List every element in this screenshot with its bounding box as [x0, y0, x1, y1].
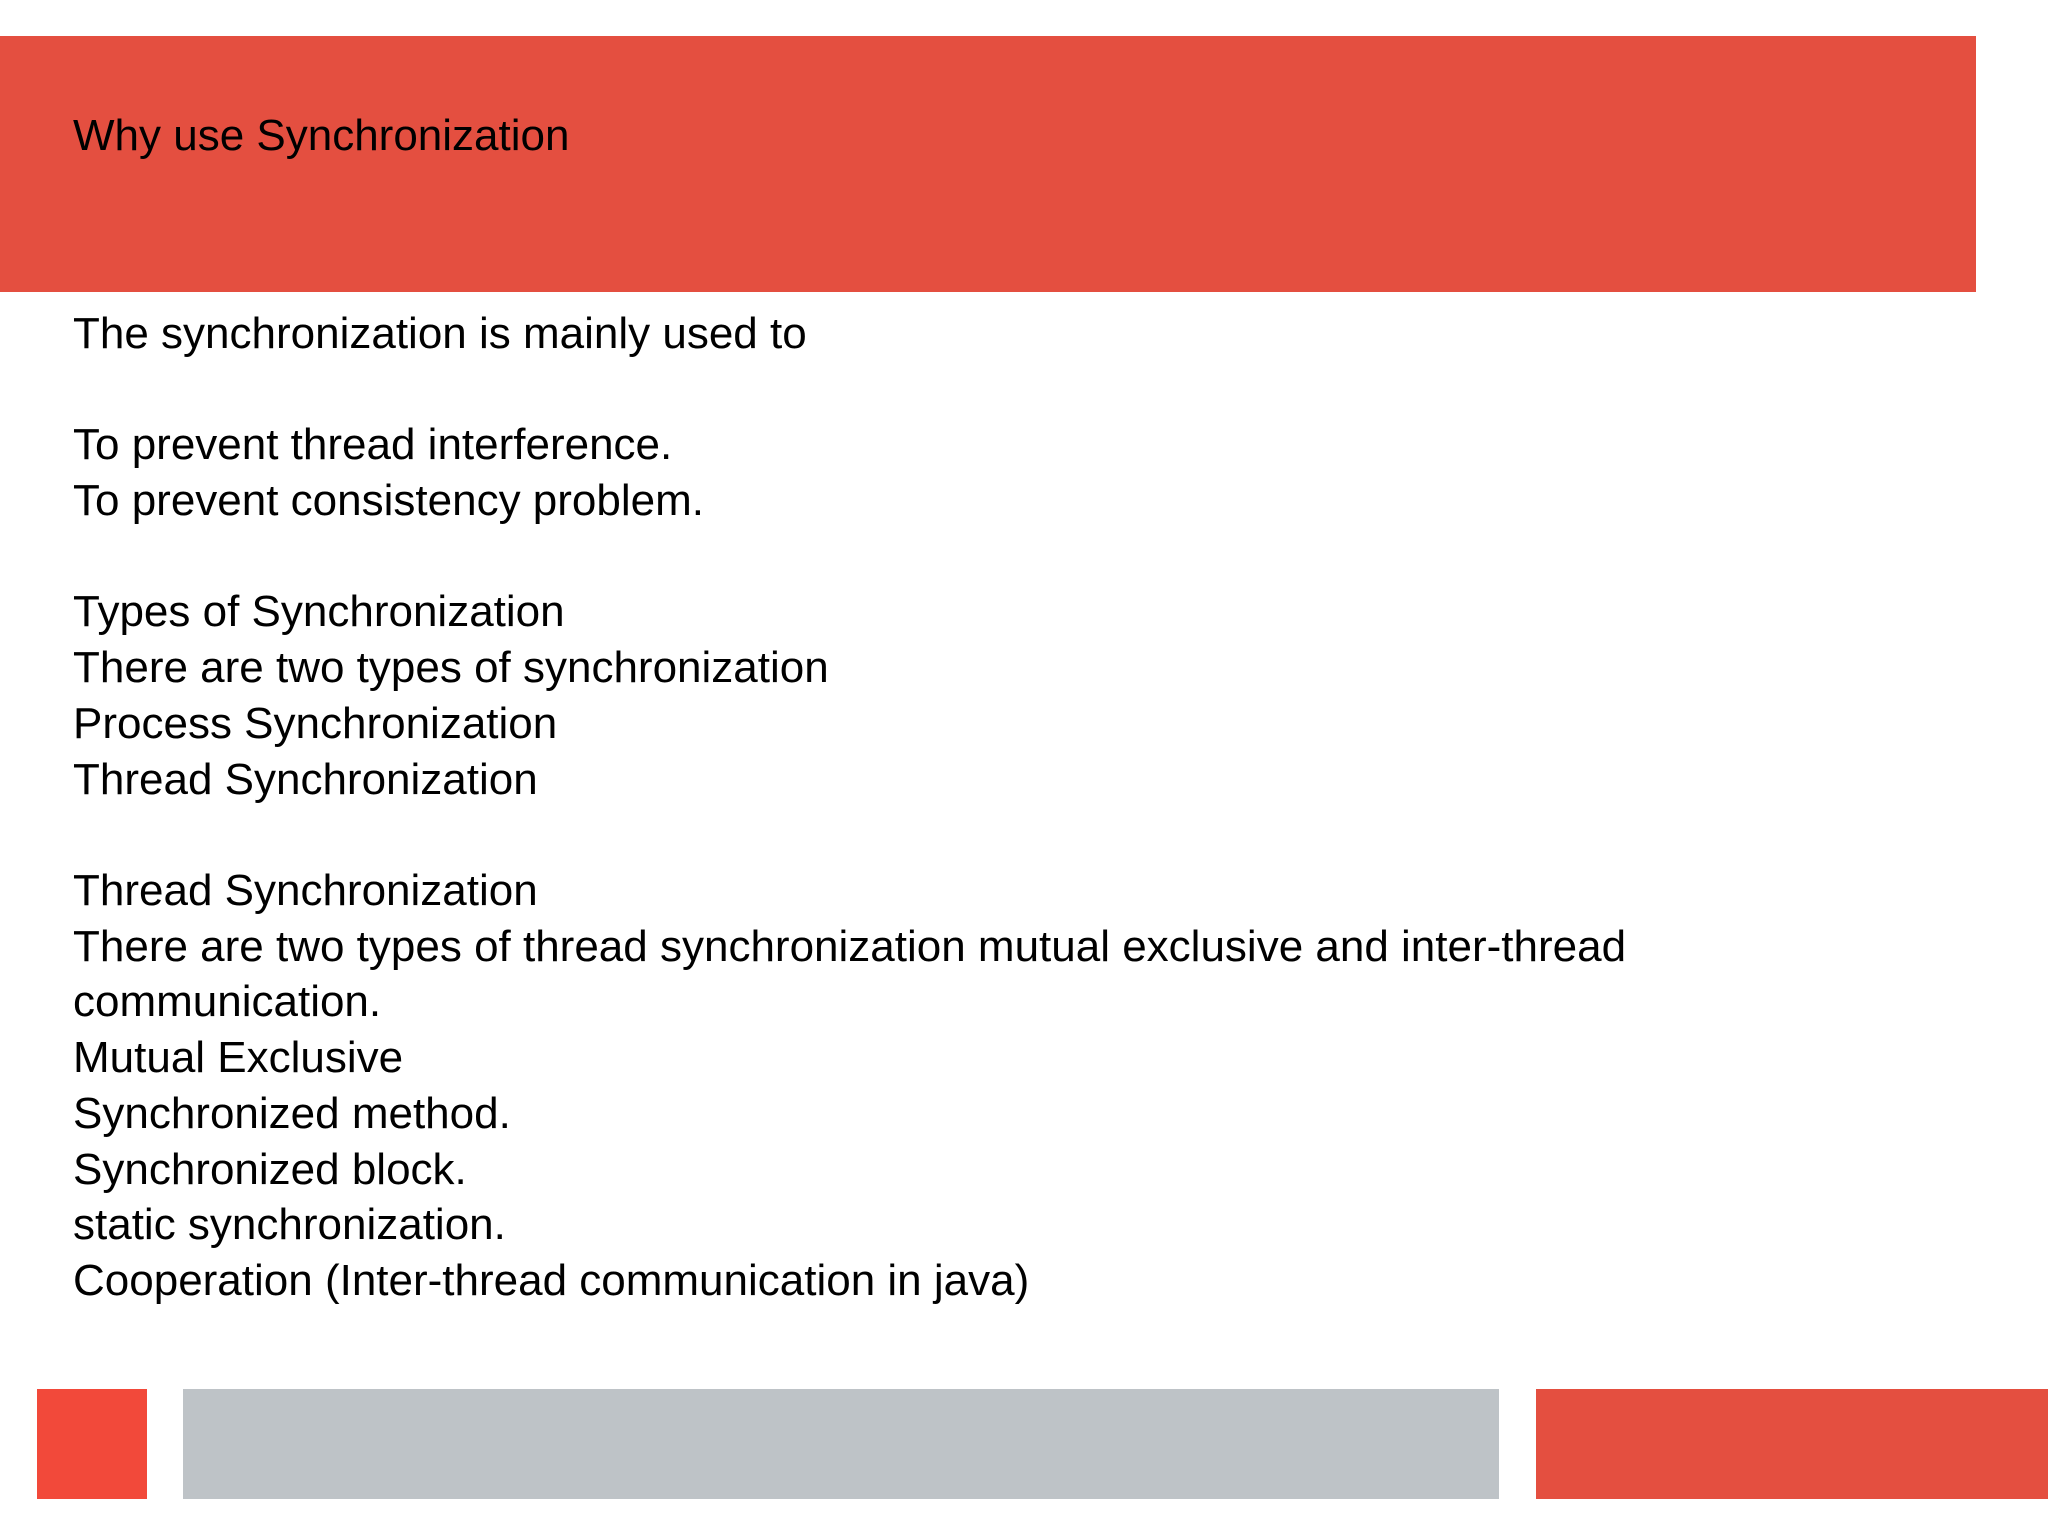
blank-line — [73, 362, 1913, 418]
blank-line — [73, 807, 1913, 863]
body-line: communication. — [73, 977, 382, 1027]
footer-bar — [183, 1389, 1499, 1499]
body-line: There are two types of thread synchronization mutual exclusive and inter-thread — [73, 921, 1627, 971]
body-line: Types of Synchronization — [73, 587, 565, 637]
header-band — [0, 36, 1976, 292]
blank-line — [73, 529, 1913, 585]
body-line: The synchronization is mainly used to — [73, 309, 807, 358]
body-line: Thread Synchronization — [73, 865, 538, 915]
slide-title: Why use Synchronization — [73, 111, 570, 160]
body-line: Cooperation (Inter-thread communication in java) — [73, 1255, 1030, 1305]
body-line: There are two types of synchronization — [73, 643, 829, 693]
body-line: Synchronized method. — [73, 1088, 511, 1138]
footer-square — [37, 1389, 147, 1499]
body-line: Thread Synchronization — [73, 754, 538, 804]
body-line: To prevent consistency problem. — [73, 476, 704, 526]
body-line: To prevent thread interference. — [73, 420, 673, 470]
body-line: Process Synchronization — [73, 698, 558, 748]
body-line: Synchronized block. — [73, 1144, 467, 1194]
body-line: Mutual Exclusive — [73, 1033, 404, 1083]
footer-accent-bar — [1536, 1389, 2048, 1499]
body-line: static synchronization. — [73, 1200, 506, 1250]
slide-body — [73, 306, 1913, 1309]
